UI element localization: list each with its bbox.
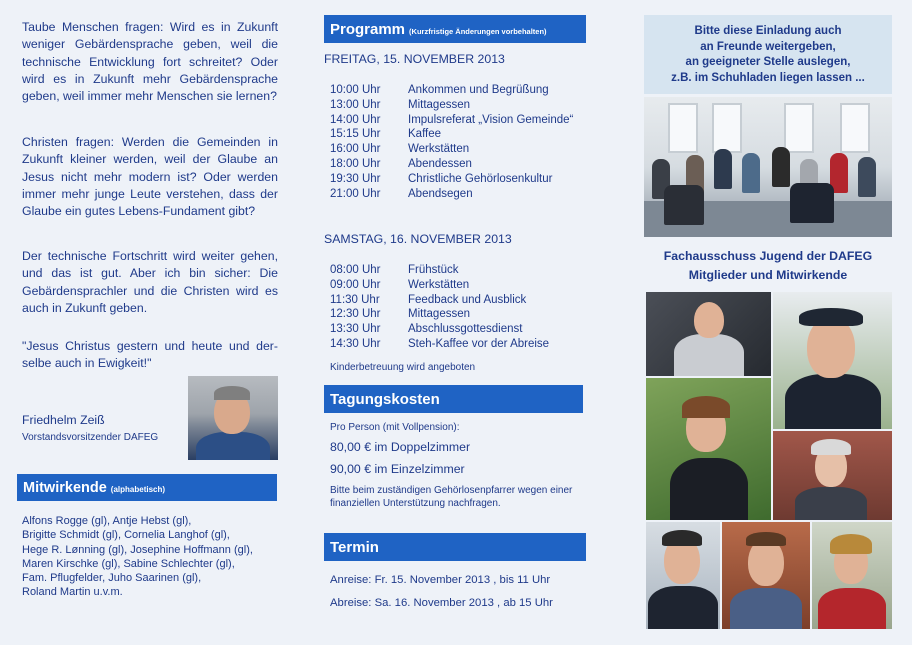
day2-schedule [330, 263, 549, 352]
schedule-item: Abendessen [408, 157, 472, 170]
arrival-date: Anreise: Fr. 15. November 2013 , bis 11 Uhr [330, 574, 551, 586]
list-item: Brigitte Schmidt (gl), Cornelia Langhof (gl), [22, 529, 230, 542]
schedule-time: 11:30 Uhr [330, 293, 380, 306]
schedule-row [330, 278, 549, 293]
schedule-time: 14:30 Uhr [330, 337, 381, 350]
schedule-row [330, 172, 573, 187]
day1-heading: FREITAG, 15. NOVEMBER 2013 [324, 52, 505, 66]
member-photo-5 [646, 522, 720, 629]
mitwirkende-header [17, 474, 277, 501]
schedule-item: Abendsegen [408, 187, 473, 200]
departure-date: Abreise: Sa. 16. November 2013 , ab 15 Uhr [330, 597, 553, 609]
schedule-time: 08:00 Uhr [330, 264, 381, 276]
costs-note: Bitte beim zuständigen Gehörlosenpfarrer wegen einer finanziellen Unterstützung nachfragen. [330, 485, 573, 509]
schedule-row [330, 187, 573, 202]
member-photo-4 [773, 431, 892, 520]
committee-caption [644, 247, 892, 285]
schedule-row [330, 157, 573, 172]
schedule-time: 09:00 Uhr [330, 278, 381, 291]
committee-subtitle: Mitglieder und Mitwirkende [688, 268, 848, 282]
invite-line: Bitte diese Einladung auch [694, 25, 842, 37]
schedule-item: Werkstätten [408, 143, 470, 156]
day1-schedule [330, 83, 573, 201]
day2-heading: SAMSTAG, 16. NOVEMBER 2013 [324, 232, 512, 246]
schedule-row [330, 307, 549, 322]
schedule-time: 10:00 Uhr [330, 84, 381, 96]
schedule-row [330, 263, 549, 278]
intro-paragraph-2: Christen fragen: Werden die Gemeinden in Zukunft kleiner werden, weil der Glaube an Jesus nicht mehr modern ist? Oder werden immer mehr junge Leute verstehen, dass der Glaube ein gutes Lebens-Fundament gibt? [22, 135, 278, 219]
right-column [644, 0, 894, 645]
list-item: Maren Kirschke (gl), Sabine Schlechter (gl), [22, 557, 235, 570]
schedule-item: Impulsreferat „Vision Gemeinde“ [408, 113, 574, 126]
schedule-item: Werkstätten [408, 278, 470, 291]
author-role: Vorstandsvorsitzender DAFEG [22, 432, 159, 443]
schedule-time: 14:00 Uhr [330, 113, 381, 126]
schedule-item: Abschlussgottesdienst [408, 323, 523, 336]
schedule-time: 19:30 Uhr [330, 172, 381, 185]
schedule-item: Kaffee [408, 128, 442, 141]
schedule-time: 16:00 Uhr [330, 143, 381, 156]
programm-subtitle: (Kurzfristige Änderungen vorbehalten) [409, 26, 547, 36]
author-name: Friedhelm Zeiß [22, 413, 105, 427]
tagungskosten-title: Tagungskosten [330, 390, 440, 408]
schedule-row [330, 83, 573, 98]
schedule-row [330, 113, 573, 128]
schedule-time: 13:00 Uhr [330, 98, 381, 111]
cost-double-room: 80,00 € im Doppelzimmer [330, 440, 471, 454]
list-item: Roland Martin u.v.m. [22, 586, 123, 599]
mitwirkende-title: Mitwirkende [23, 479, 107, 496]
childcare-note: Kinderbetreuung wird angeboten [330, 362, 476, 373]
schedule-row [330, 337, 549, 352]
schedule-time: 12:30 Uhr [330, 308, 381, 321]
schedule-item: Steh-Kaffee vor der Abreise [408, 337, 550, 350]
schedule-time: 15:15 Uhr [330, 128, 381, 141]
tagungskosten-header [324, 385, 583, 413]
member-photo-2 [773, 292, 892, 429]
list-item: Fam. Pflugfelder, Juho Saarinen (gl), [22, 572, 202, 585]
schedule-row [330, 127, 573, 142]
mitwirkende-list [22, 514, 253, 600]
list-item: Alfons Rogge (gl), Antje Hebst (gl), [22, 515, 192, 527]
termin-header [324, 533, 586, 561]
intro-paragraph-3: Der technische Fortschritt wird weiter gehen, und das ist gut. Aber ich bin sicher: Die Gebärdensprachler und die Christen wird es auch in Zukunft geben. [22, 249, 278, 315]
programm-title: Programm [330, 20, 406, 38]
schedule-item: Frühstück [408, 264, 459, 276]
group-photo [644, 97, 892, 237]
invite-line: an geeigneter Stelle auslegen, [685, 56, 851, 68]
intro-paragraph-1: Taube Menschen fragen: Wird es in Zukunft weniger Gebärdensprache geben, weil die technische Entwicklung fort schreitet? Oder wird es in Zukunft mehr Gebärdensprache geben, weil immer mehr Menschen sie lernen? [22, 20, 278, 104]
invite-line: an Freunde weitergeben, [700, 40, 836, 53]
schedule-item: Feedback und Ausblick [408, 293, 527, 306]
costs-subtitle: Pro Person (mit Vollpension): [330, 422, 460, 433]
schedule-item: Mittagessen [408, 308, 471, 321]
list-item: Hege R. Lønning (gl), Josephine Hoffmann (gl), [22, 543, 253, 556]
author-photo [188, 376, 278, 460]
schedule-item: Christliche Gehörlosenkultur [408, 172, 553, 185]
schedule-time: 21:00 Uhr [330, 187, 381, 200]
schedule-row [330, 142, 573, 157]
member-photo-3 [646, 378, 771, 520]
schedule-row [330, 322, 549, 337]
schedule-time: 18:00 Uhr [330, 157, 381, 170]
committee-title: Fachausschuss Jugend der DAFEG [663, 249, 873, 263]
schedule-item: Ankommen und Begrüßung [408, 84, 549, 96]
member-photo-1 [646, 292, 771, 376]
termin-title: Termin [330, 538, 379, 556]
mitwirkende-subtitle: (alphabetisch) [110, 485, 166, 494]
cost-single-room: 90,00 € im Einzelzimmer [330, 462, 465, 476]
left-column [22, 0, 278, 645]
schedule-row [330, 98, 573, 113]
member-photo-6 [722, 522, 810, 629]
member-photo-7 [812, 522, 892, 629]
schedule-row [330, 293, 549, 308]
invite-box [644, 15, 892, 94]
schedule-time: 13:30 Uhr [330, 323, 381, 336]
schedule-item: Mittagessen [408, 98, 471, 111]
invite-line: z.B. im Schuhladen liegen lassen ... [671, 71, 865, 84]
bible-quote: "Jesus Christus gestern und heute und der-selbe auch in Ewigkeit!" [22, 339, 278, 371]
